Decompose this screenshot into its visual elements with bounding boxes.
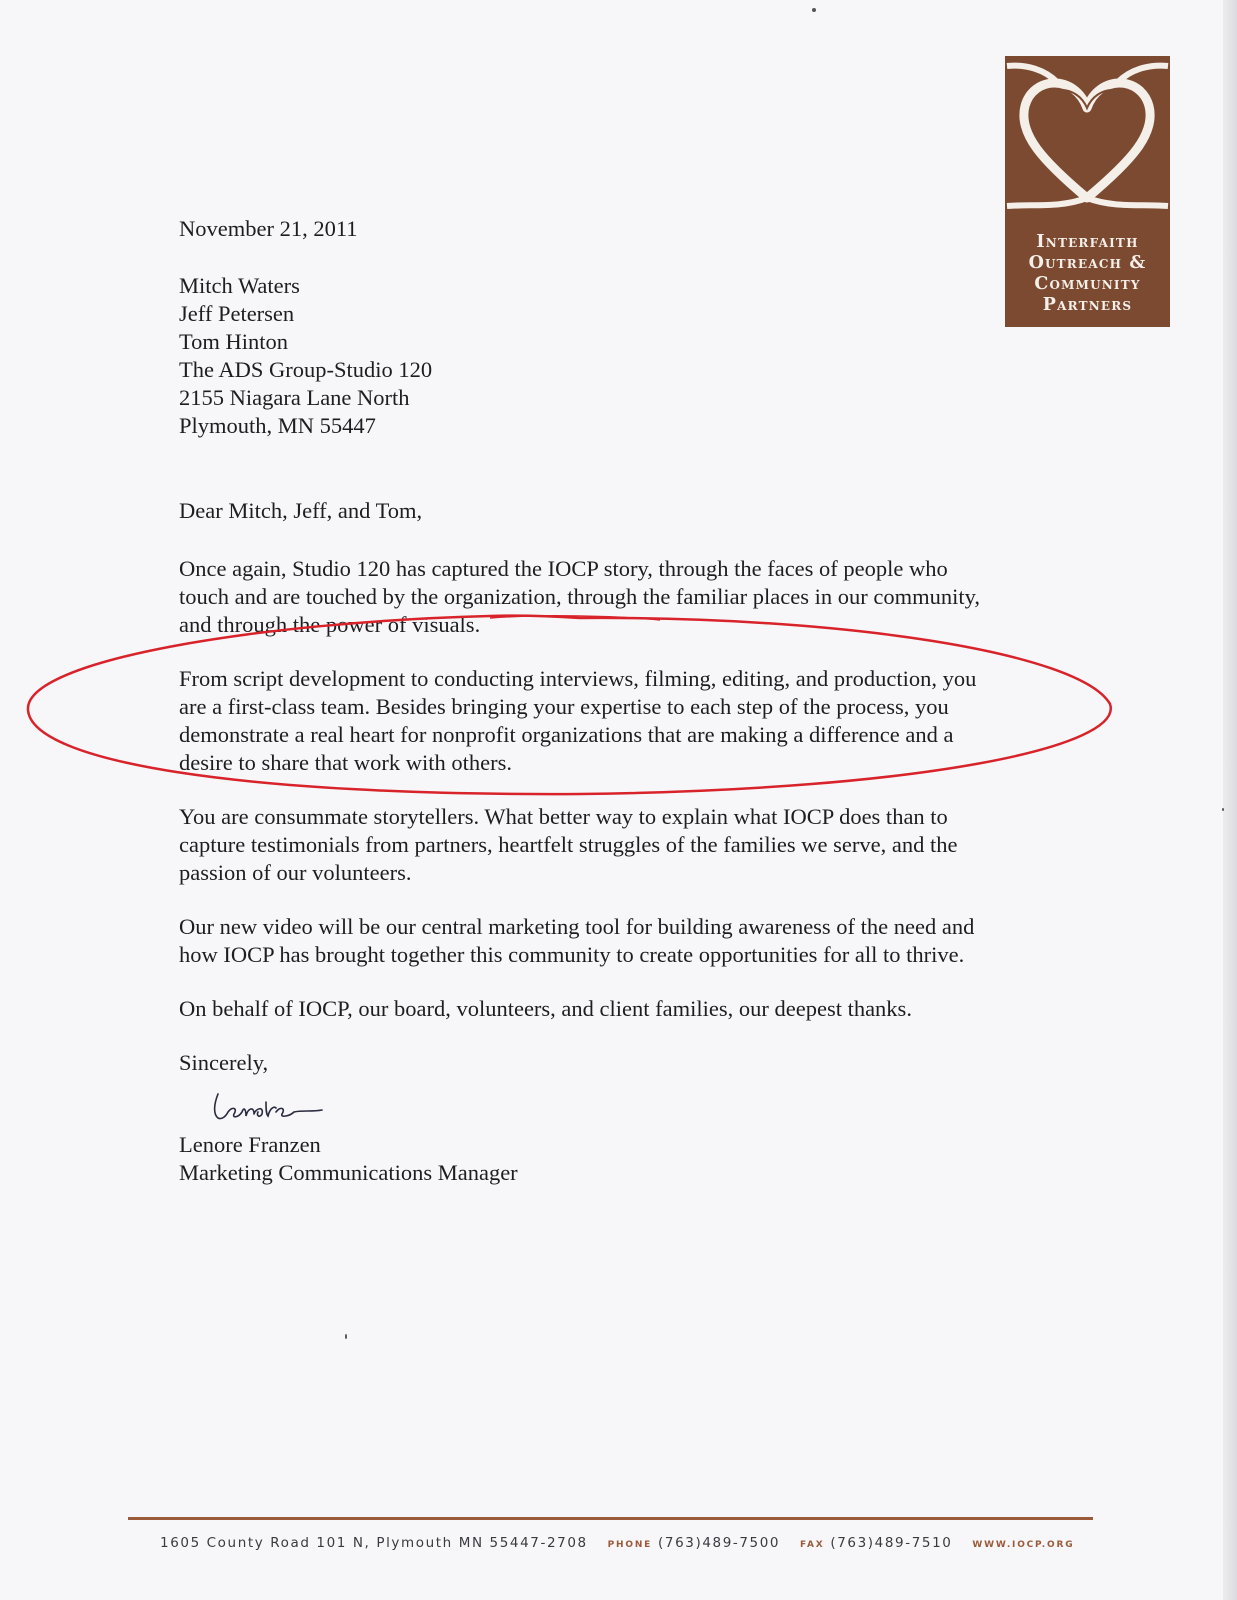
footer-rule	[128, 1517, 1093, 1520]
recipient-line: Jeff Petersen	[179, 301, 295, 326]
body-paragraph	[179, 803, 1059, 887]
paragraph-line: touch and are touched by the organization, through the familiar places in our community,	[179, 584, 981, 609]
recipient-line: Mitch Waters	[179, 273, 300, 298]
paragraph-line: demonstrate a real heart for nonprofit organizations that are making a difference and a	[179, 722, 954, 747]
recipient-line: The ADS Group-Studio 120	[179, 357, 433, 382]
signer-title: Marketing Communications Manager	[179, 1160, 518, 1185]
body-paragraph	[179, 913, 1059, 969]
paragraph-line: You are consummate storytellers. What better way to explain what IOCP does than to	[179, 804, 948, 829]
logo-line: Outreach &	[1028, 253, 1147, 273]
paragraph-line: capture testimonials from partners, heartfelt struggles of the families we serve, and the	[179, 832, 958, 857]
paragraph-line: From script development to conducting interviews, filming, editing, and production, you	[179, 666, 977, 691]
page-edge	[1223, 0, 1237, 1600]
footer-phone: (763)489-7500	[658, 1535, 781, 1551]
salutation: Dear Mitch, Jeff, and Tom,	[179, 498, 423, 523]
closing: Sincerely,	[179, 1050, 269, 1075]
paragraph-line: how IOCP has brought together this community to create opportunities for all to thrive.	[179, 942, 965, 967]
footer-website: WWW.IOCP.ORG	[972, 1540, 1075, 1550]
paragraph-line: Our new video will be our central marketing tool for building awareness of the need and	[179, 914, 975, 939]
recipient-line: Plymouth, MN 55447	[179, 413, 376, 438]
paragraph-line: Once again, Studio 120 has captured the IOCP story, through the faces of people who	[179, 556, 948, 581]
body-paragraph-highlighted	[179, 665, 1059, 777]
iocp-logo	[1005, 56, 1170, 327]
letter-date: November 21, 2011	[179, 216, 358, 241]
phone-label: PHONE	[607, 1540, 653, 1550]
paragraph-line: desire to share that work with others.	[179, 750, 513, 775]
paragraph-line: On behalf of IOCP, our board, volunteers, and client families, our deepest thanks.	[179, 996, 912, 1021]
signer-name: Lenore Franzen	[179, 1132, 321, 1157]
heart-hands-icon	[1005, 56, 1170, 221]
fax-label: FAX	[800, 1540, 825, 1550]
scan-speck	[812, 8, 816, 12]
paragraph-line: passion of our volunteers.	[179, 860, 412, 885]
footer-address: 1605 County Road 101 N, Plymouth MN 55447-2708	[160, 1535, 588, 1551]
recipient-line: Tom Hinton	[179, 329, 289, 354]
paragraph-line: are a first-class team. Besides bringing your expertise to each step of the process, you	[179, 694, 949, 719]
logo-line: Interfaith	[1036, 232, 1139, 252]
body-paragraph	[179, 555, 1059, 639]
logo-line: Partners	[1042, 295, 1133, 315]
recipient-line: 2155 Niagara Lane North	[179, 385, 410, 410]
scan-speck	[1222, 808, 1224, 811]
paragraph-line: and through the power of visuals.	[179, 612, 481, 637]
logo-line: Community	[1034, 274, 1141, 294]
footer-fax: (763)489-7510	[830, 1535, 953, 1551]
logo-wordmark	[1005, 232, 1170, 316]
body-paragraph	[179, 995, 1059, 1023]
scan-speck	[345, 1334, 347, 1339]
letterhead-footer	[160, 1535, 1160, 1551]
handwritten-signature	[210, 1086, 330, 1126]
